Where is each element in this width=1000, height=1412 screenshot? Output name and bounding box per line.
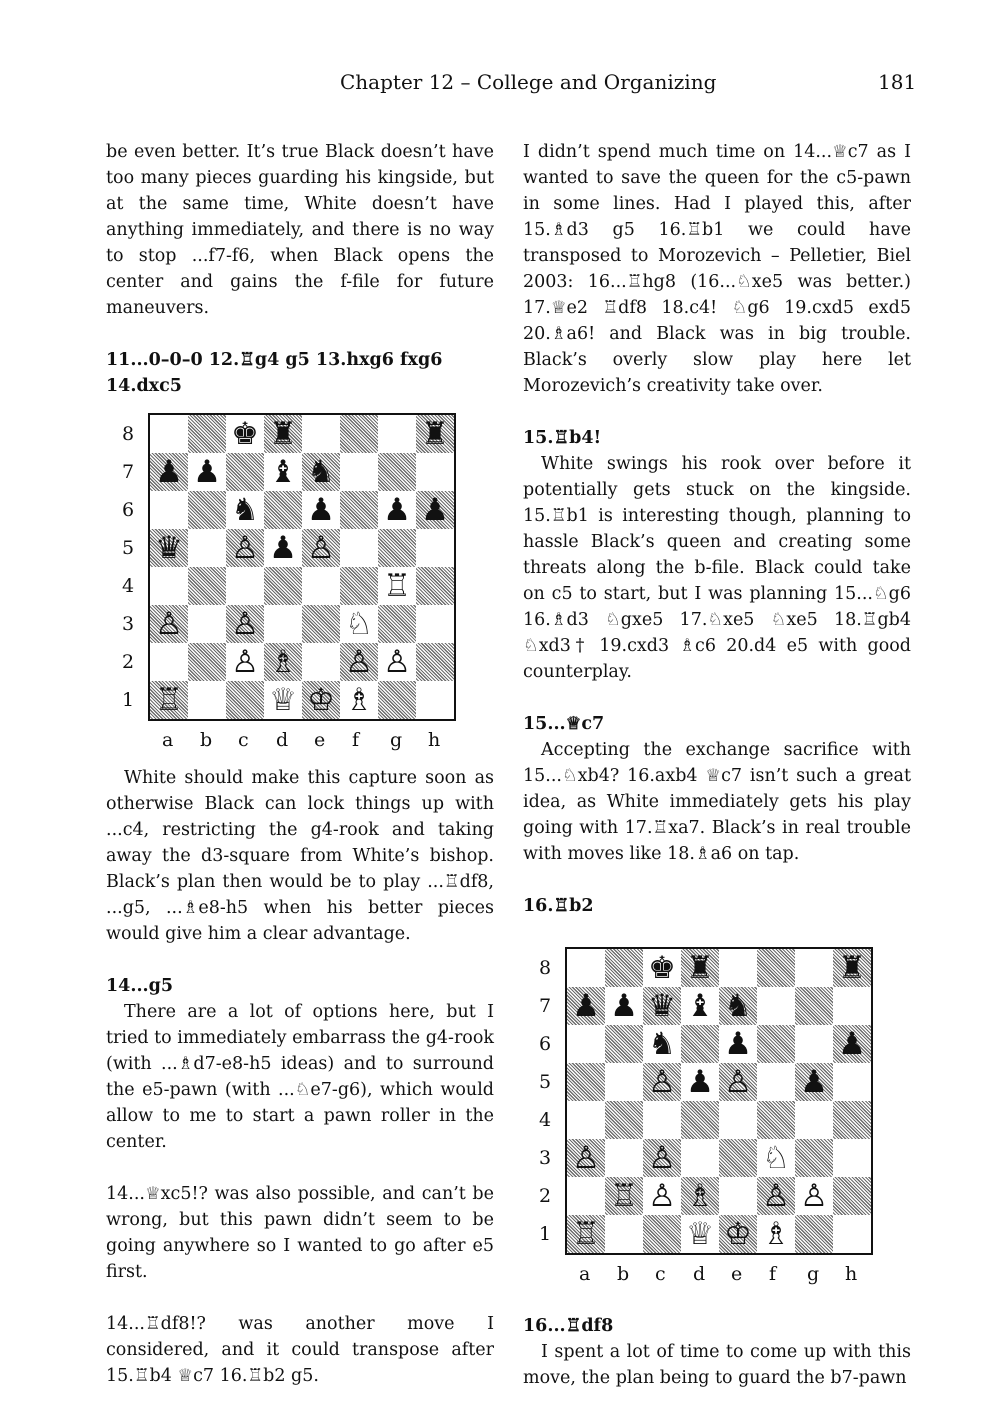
black-rook-icon: ♜ [421, 416, 449, 452]
board-square-g6 [378, 491, 416, 529]
white-king-icon: ♔ [724, 1216, 752, 1252]
left-column [106, 139, 494, 1389]
board-square-c5 [643, 1063, 681, 1101]
board-square-d4 [681, 1101, 719, 1139]
file-label: c [655, 1263, 666, 1285]
black-knight-icon: ♞ [231, 492, 259, 528]
board-square-c2 [643, 1177, 681, 1215]
black-pawn-icon: ♟ [838, 1026, 866, 1062]
board-square-h1 [416, 681, 454, 719]
board-square-f4 [340, 567, 378, 605]
file-label: b [200, 729, 213, 751]
board-square-d2 [681, 1177, 719, 1215]
white-pawn-icon: ♙ [345, 644, 373, 680]
board-square-d3 [264, 605, 302, 643]
board-square-f8 [757, 949, 795, 987]
board-square-e6 [719, 1025, 757, 1063]
board-square-e2 [719, 1177, 757, 1215]
move-heading: 11...0–0–0 12.♖g4 g5 13.hxg6 fxg6 14.dxc5 [106, 350, 443, 396]
move-heading: 15...♕c7 [523, 714, 605, 734]
white-pawn-icon: ♙ [648, 1064, 676, 1100]
board-square-g3 [795, 1139, 833, 1177]
white-bishop-icon: ♗ [345, 682, 373, 718]
file-label: g [390, 729, 403, 751]
board-square-h7 [833, 987, 871, 1025]
black-rook-icon: ♜ [269, 416, 297, 452]
board-square-a3 [150, 605, 188, 643]
board-square-f3 [757, 1139, 795, 1177]
white-king-icon: ♔ [307, 682, 335, 718]
board-square-h7 [416, 453, 454, 491]
black-rook-icon: ♜ [838, 950, 866, 986]
black-knight-icon: ♞ [724, 988, 752, 1024]
black-bishop-icon: ♝ [269, 454, 297, 490]
black-pawn-icon: ♟ [686, 1064, 714, 1100]
board-square-g8 [795, 949, 833, 987]
paragraph: Accepting the exchange sacrifice with 15...♘xb4? 16.axb4 ♕c7 isn’t such a great idea, as White immediately gets his play going with 17.♖xa7. Black’s in real trouble with moves like 18.♗a6 on tap. [523, 740, 911, 864]
paragraph: There are a lot of options here, but I tried to immediately embarrass the g4-rook (with ...♗d7-e8-h5 ideas) and to surround the e5-pawn (with ...♘e7-g6), which would allow to me to start a pawn roller in the center. [106, 1002, 494, 1152]
rank-label: 6 [122, 499, 135, 521]
file-labels [567, 1263, 871, 1287]
board-square-f4 [757, 1101, 795, 1139]
board-square-f6 [340, 491, 378, 529]
paragraph: be even better. It’s true Black doesn’t have too many pieces guarding his kingside, but at the same time, White doesn’t have anything immediately, and there is no way to stop ...f7-f6, when Black opens the center and gains the f-file for future maneuvers. [106, 142, 494, 318]
white-pawn-icon: ♙ [155, 606, 183, 642]
white-rook-icon: ♖ [383, 568, 411, 604]
board-square-f1 [757, 1215, 795, 1253]
board-square-d1 [681, 1215, 719, 1253]
board-square-d6 [681, 1025, 719, 1063]
board-square-b4 [188, 567, 226, 605]
board-square-e5 [719, 1063, 757, 1101]
paragraph: White swings his rook over before it potentially gets stuck on the kingside. 15.♖b1 is interesting though, planning to hassle Black’s queen and creating some threats along the b-file. Black could take on c5 to start, but I was planning 15...♘g6 16.♗d3 ♘gxe5 17.♘xe5 ♘xe5 18.♖gb4 ♘xd3† 19.cxd3 ♗c6 20.d4 e5 with good counterplay. [523, 454, 911, 682]
rank-label: 3 [539, 1147, 552, 1169]
board-square-e1 [302, 681, 340, 719]
board-square-a1 [150, 681, 188, 719]
board-square-a2 [150, 643, 188, 681]
board-square-a8 [150, 415, 188, 453]
board-square-a6 [567, 1025, 605, 1063]
board-square-b5 [188, 529, 226, 567]
board-square-d3 [681, 1139, 719, 1177]
board-square-f2 [340, 643, 378, 681]
board-square-h6 [416, 491, 454, 529]
paragraph: I didn’t spend much time on 14...♕c7 as I wanted to save the queen for the c5-pawn in some lines. Had I played this, after 15.♗d3 g5 16.♖b1 we could have transposed to Morozevich – Pelletier, Biel 2003: 16...♖hg8 (16...♘xe5 was better.) 17.♕e2 ♖df8 18.c4! ♘g6 19.cxd5 exd5 20.♗a6! and Black was in big trouble. Black’s overly slow play here let Morozevich’s creativity take over. [523, 142, 911, 396]
move-heading: 16...♖df8 [523, 1316, 614, 1336]
board-square-b5 [605, 1063, 643, 1101]
board-square-g8 [378, 415, 416, 453]
rank-label: 5 [539, 1071, 552, 1093]
board-square-c8 [226, 415, 264, 453]
board-square-h2 [416, 643, 454, 681]
black-pawn-icon: ♟ [724, 1026, 752, 1062]
board-square-f7 [757, 987, 795, 1025]
chess-diagram [106, 413, 494, 765]
board-square-c8 [643, 949, 681, 987]
board-square-a1 [567, 1215, 605, 1253]
white-pawn-icon: ♙ [231, 606, 259, 642]
board-square-f5 [757, 1063, 795, 1101]
board-square-b7 [188, 453, 226, 491]
file-label: a [579, 1263, 591, 1285]
white-knight-icon: ♘ [762, 1140, 790, 1176]
running-head: Chapter 12 – College and Organizing [340, 70, 717, 94]
board-square-e1 [719, 1215, 757, 1253]
board-square-c7 [226, 453, 264, 491]
board-square-g3 [378, 605, 416, 643]
board-square-e7 [719, 987, 757, 1025]
board-square-h5 [833, 1063, 871, 1101]
board-square-a5 [150, 529, 188, 567]
white-rook-icon: ♖ [572, 1216, 600, 1252]
board-square-e4 [302, 567, 340, 605]
board-square-c4 [643, 1101, 681, 1139]
board-square-e4 [719, 1101, 757, 1139]
board-square-a5 [567, 1063, 605, 1101]
board-square-h3 [416, 605, 454, 643]
black-pawn-icon: ♟ [421, 492, 449, 528]
board-square-e5 [302, 529, 340, 567]
board-square-a6 [150, 491, 188, 529]
board-square-b3 [605, 1139, 643, 1177]
board-square-f6 [757, 1025, 795, 1063]
board-square-a3 [567, 1139, 605, 1177]
board-square-d7 [681, 987, 719, 1025]
black-rook-icon: ♜ [686, 950, 714, 986]
black-king-icon: ♚ [648, 950, 676, 986]
black-bishop-icon: ♝ [686, 988, 714, 1024]
board-square-c3 [226, 605, 264, 643]
rank-label: 6 [539, 1033, 552, 1055]
board-square-a7 [567, 987, 605, 1025]
black-pawn-icon: ♟ [800, 1064, 828, 1100]
white-pawn-icon: ♙ [762, 1178, 790, 1214]
file-label: g [807, 1263, 820, 1285]
board-square-h6 [833, 1025, 871, 1063]
black-pawn-icon: ♟ [307, 492, 335, 528]
black-pawn-icon: ♟ [155, 454, 183, 490]
rank-label: 5 [122, 537, 135, 559]
board-square-h8 [833, 949, 871, 987]
board-square-c6 [643, 1025, 681, 1063]
chess-board [565, 947, 873, 1255]
white-pawn-icon: ♙ [383, 644, 411, 680]
board-square-f8 [340, 415, 378, 453]
board-square-g5 [378, 529, 416, 567]
board-square-e7 [302, 453, 340, 491]
white-pawn-icon: ♙ [231, 644, 259, 680]
board-square-e3 [719, 1139, 757, 1177]
board-square-c7 [643, 987, 681, 1025]
rank-label: 7 [122, 461, 135, 483]
right-column [523, 139, 911, 1391]
file-labels [150, 729, 454, 753]
board-square-d4 [264, 567, 302, 605]
black-knight-icon: ♞ [648, 1026, 676, 1062]
rank-label: 8 [539, 957, 552, 979]
file-label: e [731, 1263, 743, 1285]
board-square-a7 [150, 453, 188, 491]
white-rook-icon: ♖ [155, 682, 183, 718]
rank-label: 4 [539, 1109, 552, 1131]
board-square-g6 [795, 1025, 833, 1063]
board-square-e6 [302, 491, 340, 529]
file-label: e [314, 729, 326, 751]
chess-board [148, 413, 456, 721]
white-pawn-icon: ♙ [572, 1140, 600, 1176]
board-square-g2 [378, 643, 416, 681]
paragraph: 14...♕xc5!? was also possible, and can’t be wrong, but this pawn didn’t seem to be going anywhere so I wanted to go after e5 first. [106, 1184, 494, 1282]
rank-label: 7 [539, 995, 552, 1017]
white-pawn-icon: ♙ [231, 530, 259, 566]
board-square-b8 [188, 415, 226, 453]
board-square-b7 [605, 987, 643, 1025]
board-square-g5 [795, 1063, 833, 1101]
board-square-e2 [302, 643, 340, 681]
rank-label: 2 [539, 1185, 552, 1207]
board-square-b8 [605, 949, 643, 987]
white-pawn-icon: ♙ [724, 1064, 752, 1100]
rank-label: 2 [122, 651, 135, 673]
board-square-d8 [681, 949, 719, 987]
board-square-g7 [378, 453, 416, 491]
rank-label: 3 [122, 613, 135, 635]
board-square-b3 [188, 605, 226, 643]
board-square-a2 [567, 1177, 605, 1215]
file-label: f [769, 1263, 777, 1285]
black-pawn-icon: ♟ [610, 988, 638, 1024]
board-square-f7 [340, 453, 378, 491]
move-heading: 16.♖b2 [523, 896, 594, 916]
rank-label: 4 [122, 575, 135, 597]
board-square-b2 [605, 1177, 643, 1215]
board-square-d7 [264, 453, 302, 491]
page-number: 181 [878, 70, 917, 94]
white-bishop-icon: ♗ [762, 1216, 790, 1252]
paragraph: White should make this capture soon as otherwise Black can lock things up with ...c4, restricting the g4-rook and taking away the d3-square from White’s bishop. Black’s plan then would be to play ...♖df8, ...g5, ...♗e8-h5 when his better pieces would give him a clear advantage. [106, 768, 494, 944]
board-square-g7 [795, 987, 833, 1025]
black-knight-icon: ♞ [307, 454, 335, 490]
black-queen-icon: ♛ [648, 988, 676, 1024]
board-square-c4 [226, 567, 264, 605]
board-square-b6 [605, 1025, 643, 1063]
white-queen-icon: ♕ [269, 682, 297, 718]
board-square-c1 [226, 681, 264, 719]
black-pawn-icon: ♟ [193, 454, 221, 490]
board-square-h5 [416, 529, 454, 567]
board-square-g4 [378, 567, 416, 605]
file-label: c [238, 729, 249, 751]
board-square-e8 [302, 415, 340, 453]
black-pawn-icon: ♟ [383, 492, 411, 528]
board-square-e3 [302, 605, 340, 643]
board-square-h2 [833, 1177, 871, 1215]
file-label: d [276, 729, 289, 751]
rank-label: 1 [122, 689, 135, 711]
board-square-e8 [719, 949, 757, 987]
board-square-d5 [681, 1063, 719, 1101]
board-square-g1 [378, 681, 416, 719]
board-square-a4 [567, 1101, 605, 1139]
board-square-f5 [340, 529, 378, 567]
black-queen-icon: ♛ [155, 530, 183, 566]
file-label: b [617, 1263, 630, 1285]
rank-label: 1 [539, 1223, 552, 1245]
board-square-c1 [643, 1215, 681, 1253]
move-heading: 15.♖b4! [523, 428, 602, 448]
board-square-h8 [416, 415, 454, 453]
board-square-c3 [643, 1139, 681, 1177]
file-label: h [428, 729, 441, 751]
file-label: a [162, 729, 174, 751]
board-square-a8 [567, 949, 605, 987]
white-queen-icon: ♕ [686, 1216, 714, 1252]
black-pawn-icon: ♟ [269, 530, 297, 566]
board-square-h4 [416, 567, 454, 605]
board-square-b4 [605, 1101, 643, 1139]
rank-label: 8 [122, 423, 135, 445]
board-square-b2 [188, 643, 226, 681]
file-label: h [845, 1263, 858, 1285]
file-label: d [693, 1263, 706, 1285]
paragraph: 14...♖df8!? was another move I considered, and it could transpose after 15.♖b4 ♕c7 16.♖b2 g5. [106, 1314, 494, 1386]
black-pawn-icon: ♟ [572, 988, 600, 1024]
board-square-d5 [264, 529, 302, 567]
white-pawn-icon: ♙ [648, 1178, 676, 1214]
board-square-c2 [226, 643, 264, 681]
board-square-f2 [757, 1177, 795, 1215]
board-square-b1 [605, 1215, 643, 1253]
board-square-d1 [264, 681, 302, 719]
board-square-h3 [833, 1139, 871, 1177]
board-square-g4 [795, 1101, 833, 1139]
board-square-d2 [264, 643, 302, 681]
white-knight-icon: ♘ [345, 606, 373, 642]
white-pawn-icon: ♙ [648, 1140, 676, 1176]
white-pawn-icon: ♙ [307, 530, 335, 566]
white-rook-icon: ♖ [610, 1178, 638, 1214]
board-square-c5 [226, 529, 264, 567]
board-square-d6 [264, 491, 302, 529]
board-square-h4 [833, 1101, 871, 1139]
board-square-f1 [340, 681, 378, 719]
board-square-c6 [226, 491, 264, 529]
board-square-h1 [833, 1215, 871, 1253]
board-square-b6 [188, 491, 226, 529]
move-heading: 14...g5 [106, 976, 174, 996]
board-square-g2 [795, 1177, 833, 1215]
board-square-g1 [795, 1215, 833, 1253]
board-square-a4 [150, 567, 188, 605]
board-square-b1 [188, 681, 226, 719]
white-pawn-icon: ♙ [800, 1178, 828, 1214]
file-label: f [352, 729, 360, 751]
board-square-f3 [340, 605, 378, 643]
board-square-d8 [264, 415, 302, 453]
black-king-icon: ♚ [231, 416, 259, 452]
white-bishop-icon: ♗ [686, 1178, 714, 1214]
paragraph: I spent a lot of time to come up with this move, the plan being to guard the b7-pawn [523, 1342, 911, 1388]
white-bishop-icon: ♗ [269, 644, 297, 680]
chess-diagram [523, 947, 911, 1299]
